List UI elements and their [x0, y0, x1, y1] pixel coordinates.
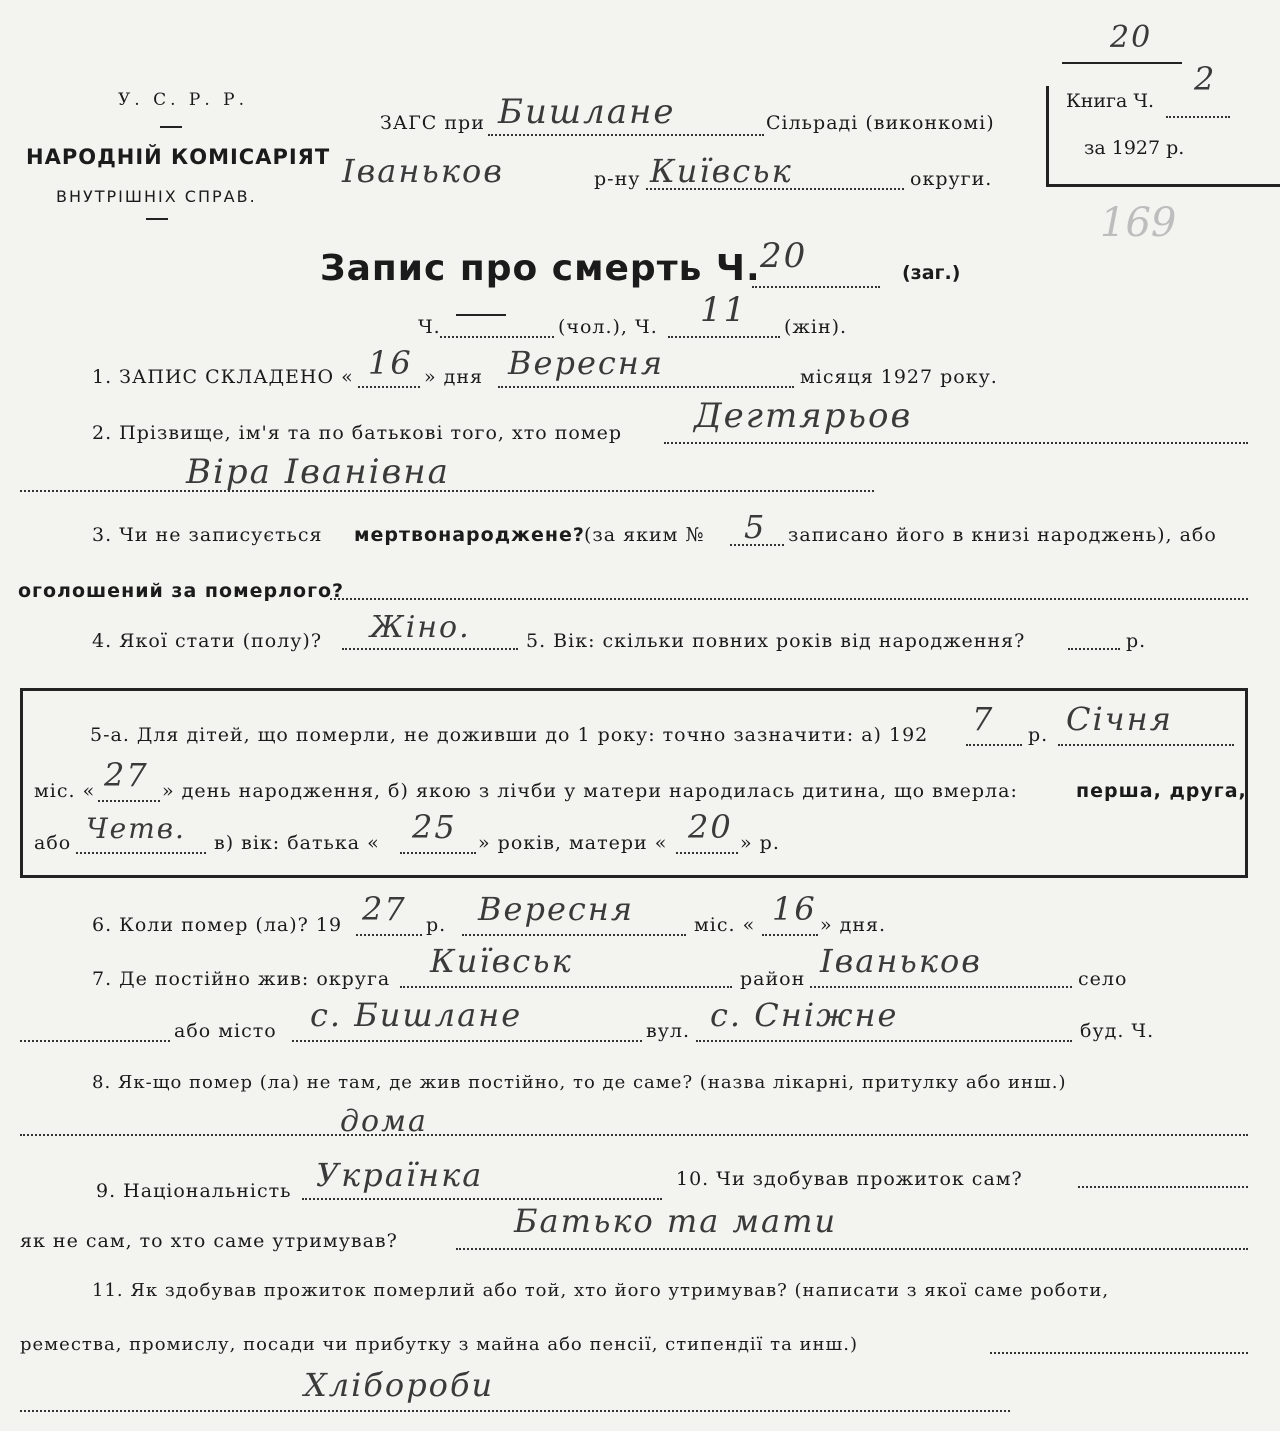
- q8-value-handwritten: дома: [340, 1104, 428, 1139]
- q7-city-label: або місто: [174, 1020, 277, 1042]
- dotted-line: [456, 1248, 1248, 1250]
- q3-label-bold: мертвонароджене?: [354, 524, 585, 546]
- q3-number-handwritten: 5: [744, 508, 767, 546]
- dotted-line: [966, 744, 1022, 746]
- record-number-handwritten: 20: [760, 236, 808, 276]
- q6-mis-label: міс. «: [694, 914, 756, 936]
- q4-value-handwritten: Жіно.: [370, 610, 471, 645]
- q10b-label: як не сам, то хто саме утримував?: [20, 1230, 398, 1252]
- q7-city-handwritten: с. Бишлане: [310, 996, 523, 1034]
- zags-okrug-label: округи.: [910, 168, 993, 190]
- record-title: Запис про смерть Ч.: [320, 248, 761, 289]
- zags-district-label: р-ну: [594, 168, 641, 190]
- dotted-line: [342, 648, 518, 650]
- dotted-line: [20, 490, 874, 492]
- q7-street-handwritten: с. Сніжне: [710, 996, 899, 1034]
- q5a-mother-label: » років, матери «: [478, 832, 668, 854]
- q5a-year-unit: р.: [1028, 724, 1049, 746]
- q5a-father-label: в) вік: батька «: [214, 832, 380, 854]
- q5a-day-handwritten: 27: [104, 756, 149, 794]
- dotted-line: [498, 386, 794, 388]
- dotted-line: [20, 1134, 1248, 1136]
- q5a-birth-label: » день народження, б) якою з лічби у матери народилась дитина, що вмерла:: [162, 780, 1018, 802]
- pencil-mark: 169: [1100, 200, 1177, 246]
- dotted-line: [76, 852, 206, 854]
- q3-label-b: (за яким №: [584, 524, 705, 546]
- q10-label: 10. Чи здобував прожиток сам?: [676, 1168, 1023, 1190]
- dotted-line: [400, 852, 476, 854]
- q6-month-handwritten: Вересня: [478, 890, 635, 928]
- female-value-handwritten: 11: [700, 290, 748, 330]
- dotted-line: [730, 544, 784, 546]
- dotted-line: [696, 1040, 1072, 1042]
- q3-label-a: 3. Чи не записується: [92, 524, 323, 546]
- zags-prefix: ЗАГС при: [380, 112, 485, 134]
- book-label: Книга Ч.: [1066, 90, 1155, 112]
- q1-day-label: » дня: [424, 366, 484, 388]
- q11-label-b: ремества, промислу, посади чи прибутку з майна або пенсії, стипендії та инш.): [20, 1334, 859, 1355]
- dotted-line: [292, 1040, 642, 1042]
- dotted-line: [1058, 744, 1234, 746]
- q1-prefix: 1. ЗАПИС СКЛАДЕНО «: [92, 366, 354, 388]
- q5a-order-handwritten: Четв.: [86, 812, 186, 845]
- q7-selo-label: село: [1078, 968, 1128, 990]
- zags-okrug-handwritten: Київськ: [650, 152, 793, 190]
- q11-value-handwritten: Хлібороби: [304, 1366, 495, 1404]
- dotted-line: [20, 1040, 170, 1042]
- q11-label-a: 11. Як здобував прожиток померлий або той, хто його утримував? (написати з якої саме роботи,: [92, 1280, 1110, 1301]
- q1-day-handwritten: 16: [368, 344, 413, 382]
- ussr-header: У. С. Р. Р.: [118, 90, 248, 110]
- internal-affairs-title: ВНУТРІШНІХ СПРАВ.: [56, 187, 257, 206]
- q5a-bold-options: перша, друга,: [1076, 780, 1247, 802]
- header-dash: [160, 126, 182, 128]
- header-dash: [146, 218, 168, 220]
- q7-label: 7. Де постійно жив: округа: [92, 968, 391, 990]
- q2-label: 2. Прізвище, ім'я та по батькові того, хто помер: [92, 422, 622, 444]
- q4-label: 4. Якої стати (полу)?: [92, 630, 322, 652]
- book-number-handwritten: 2: [1194, 60, 1217, 98]
- q5a-mis-label: міс. «: [34, 780, 96, 802]
- q10b-handwritten: Батько та мати: [514, 1202, 838, 1240]
- q6-label: 6. Коли помер (ла)? 19: [92, 914, 343, 936]
- zags-district-handwritten: Іваньков: [342, 152, 504, 190]
- q9-value-handwritten: Українка: [316, 1156, 484, 1194]
- q2-surname-handwritten: Дегтярьов: [694, 396, 913, 436]
- dotted-line: [752, 286, 880, 288]
- dotted-line: [1078, 1186, 1248, 1188]
- q6-day-handwritten: 16: [772, 890, 817, 928]
- q5-unit: р.: [1126, 630, 1147, 652]
- dotted-line: [330, 598, 1248, 600]
- dotted-line: [646, 188, 904, 190]
- q1-year-label: місяця 1927 року.: [800, 366, 998, 388]
- dotted-line: [810, 986, 1072, 988]
- q3-label-c: записано його в книзі народжень), або: [788, 524, 1217, 546]
- dotted-line: [488, 134, 764, 136]
- dotted-line: [302, 1198, 662, 1200]
- dotted-line: [676, 852, 738, 854]
- q2-name-handwritten: Віра Іванівна: [186, 452, 450, 492]
- q5a-abo-label: або: [34, 832, 72, 854]
- q7-rayon-label: район: [740, 968, 806, 990]
- dotted-line: [664, 442, 1248, 444]
- dotted-line: [440, 336, 554, 338]
- dotted-line: [98, 800, 160, 802]
- male-label: (чол.), Ч.: [558, 316, 658, 338]
- male-prefix: Ч.: [418, 316, 441, 338]
- dotted-line: [762, 934, 818, 936]
- dotted-line: [20, 1410, 1010, 1412]
- q5a-mother-unit: » р.: [740, 832, 780, 854]
- male-value-dash: [456, 314, 506, 316]
- q3-label-d: оголошений за померлого?: [18, 580, 345, 602]
- strike-line: [1062, 62, 1182, 64]
- female-label: (жін).: [784, 316, 848, 338]
- dotted-line: [462, 934, 686, 936]
- q5-label: 5. Вік: скільки повних років від народження?: [526, 630, 1026, 652]
- zags-village-handwritten: Бишлане: [498, 92, 676, 132]
- q7-house-label: буд. Ч.: [1080, 1020, 1155, 1042]
- book-year: за 1927 р.: [1084, 137, 1185, 159]
- q5a-father-age-handwritten: 25: [412, 808, 457, 846]
- zags-council-suffix: Сільраді (виконкомі): [766, 112, 995, 134]
- q7-okrug-handwritten: Київськ: [430, 942, 573, 980]
- commissariat-title: НАРОДНІЙ КОМІСАРІЯТ: [26, 145, 331, 169]
- dotted-line: [1068, 648, 1120, 650]
- q5a-month-handwritten: Січня: [1066, 700, 1173, 738]
- q5a-label: 5-а. Для дітей, що померли, не доживши до 1 року: точно зазначити: а) 192: [90, 724, 929, 746]
- dotted-line: [668, 336, 780, 338]
- dotted-line: [356, 934, 422, 936]
- dotted-line: [990, 1352, 1248, 1354]
- dotted-line: [358, 386, 420, 388]
- book-corner-handwritten: 20: [1110, 20, 1153, 55]
- record-title-suffix: (заг.): [902, 262, 961, 284]
- q9-label: 9. Національність: [96, 1180, 292, 1202]
- dotted-line: [400, 986, 732, 988]
- q7-street-label: вул.: [646, 1020, 690, 1042]
- dotted-line: [1166, 116, 1230, 118]
- q6-year-unit: р.: [426, 914, 447, 936]
- q6-year-handwritten: 27: [362, 890, 407, 928]
- q5a-mother-age-handwritten: 20: [688, 808, 733, 846]
- q8-label: 8. Як-що помер (ла) не там, де жив постійно, то де саме? (назва лікарні, притулку або инш.): [92, 1072, 1067, 1093]
- q1-month-handwritten: Вересня: [508, 344, 665, 382]
- q6-day-label: » дня.: [820, 914, 887, 936]
- q5a-year-digit-handwritten: 7: [972, 700, 995, 738]
- q7-rayon-handwritten: Іваньков: [820, 942, 982, 980]
